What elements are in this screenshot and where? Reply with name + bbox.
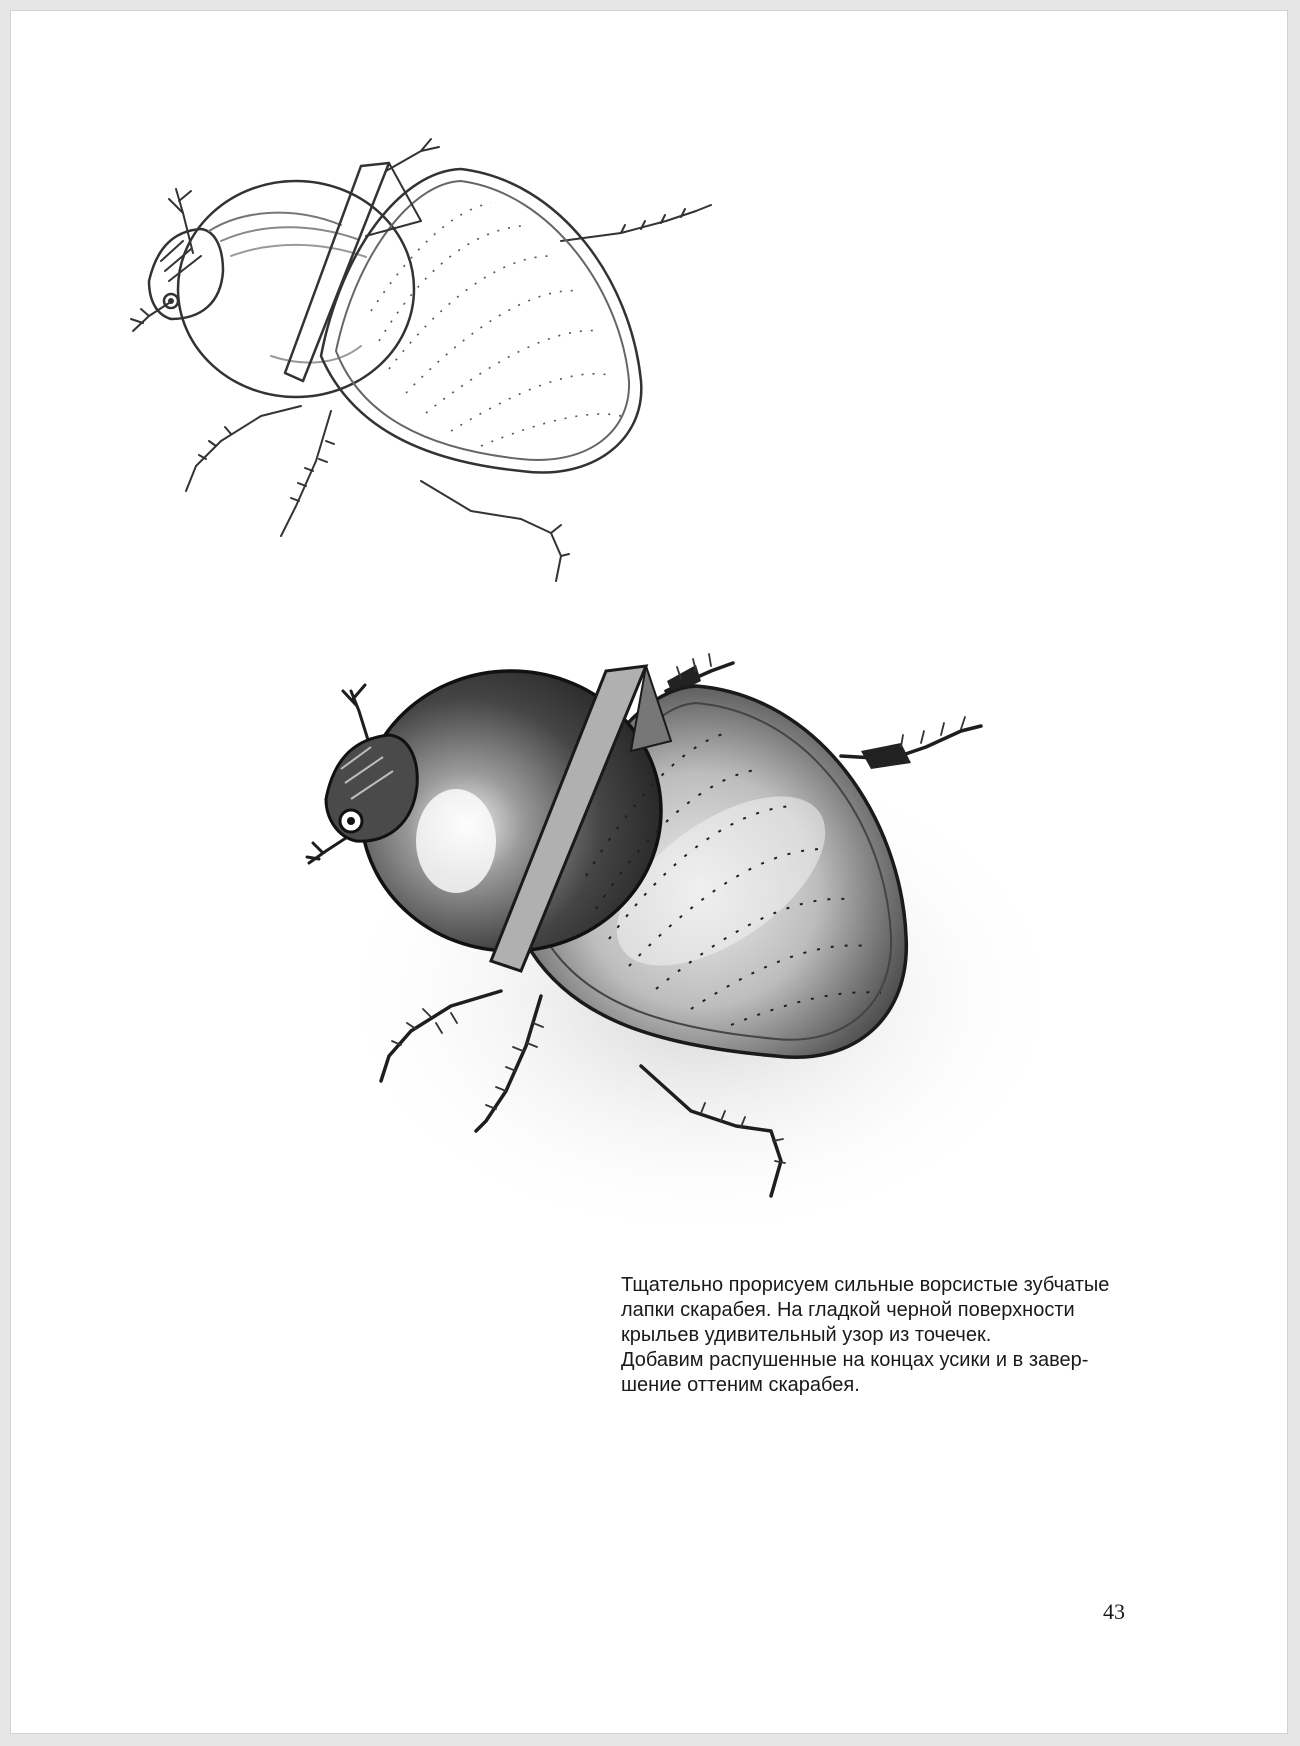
beetle-outline-illustration (121, 141, 721, 601)
beetle-shaded-illustration (301, 651, 1101, 1251)
book-page (10, 10, 1288, 1734)
caption-line: лапки скарабея. На гладкой черной поверхности (621, 1299, 1075, 1321)
caption-line: Тщательно прорисуем сильные ворсистые зубчатые (621, 1274, 1110, 1296)
page-number: 43 (1103, 1599, 1125, 1624)
caption-line: Добавим распушенные на концах усики и в завер- (621, 1349, 1089, 1371)
caption-line: крыльев удивительный узор из точечек. (621, 1324, 992, 1346)
caption-text (621, 1273, 1141, 1398)
caption-line: шение оттеним скарабея. (621, 1374, 860, 1396)
